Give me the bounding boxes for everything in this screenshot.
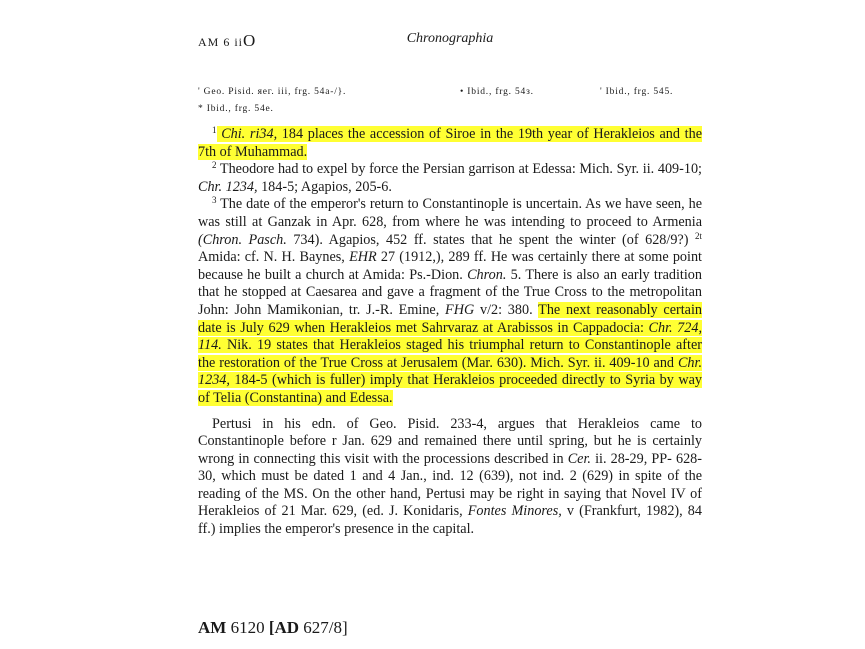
note-marker: 3 <box>212 195 217 206</box>
note-text: The next reasonably certain date is July 629 when Herakleios met Sahrvaraz at Arabissos in Cappadocia: <box>198 301 702 336</box>
note-text: v/2: 380. <box>474 301 539 318</box>
note-text: 5. There is also an early tradition that he stopped at Caesarea and gave a fragment of the True Cross to the metropolitan John: John Mamikonian, tr. J.-R. Emine, <box>198 266 702 318</box>
note-ref: EHR <box>349 249 377 266</box>
note-text: 27 (1912,), 289 ff. He was certainly there at some point because he built a church at Amida: Ps.-Dion. <box>198 249 702 283</box>
note-text: 734). Agapios, 452 ff. states that he spent the winter (of 628/9?) <box>286 231 695 248</box>
note-ref: Chr. 1234, <box>198 178 258 195</box>
section-heading-am: AM <box>198 618 227 637</box>
running-head-suffix: O <box>243 31 256 50</box>
note-ref: Chi. ri34, <box>221 126 278 142</box>
top-footnotes-row <box>198 101 702 118</box>
note-ref: (Chron. Pasch. <box>198 231 287 248</box>
note-text: v (Frankfurt, 1982), 84 ff.) implies the emperor's presence in the capital. <box>198 503 702 538</box>
note-text: 184-5; Agapios, 205-6. <box>257 178 392 195</box>
section-heading-ad: [AD <box>268 618 300 637</box>
note-ref: Fontes Minores, <box>467 503 562 520</box>
note-1 <box>198 126 702 161</box>
section-heading-year: 6120 <box>226 618 269 637</box>
highlighted-text <box>198 126 702 160</box>
top-footnote: • Ibid., frg. 54з. <box>460 87 534 97</box>
note-ref: FHG <box>445 301 475 318</box>
note-text: Pertusi in his edn. of Geo. Pisid. 233-4, argues that Herakleios came to Constantinople before r Jan. 629 and remained there until spring, but he is certainly wrong in connecting this visit with the processions described in <box>198 415 702 467</box>
note-text: The date of the emperor's return to Constantinople is uncertain. As we have seen, he was still at Ganzak in Apr. 628, from where he was intending to proceed to Armenia <box>198 196 702 230</box>
note-text: Amida: cf. N. H. Baynes, <box>198 249 350 266</box>
note-text: Nik. 19 states that Herakleios staged his triumphal return to Constantinople after the restoration of the True Cross at Jerusalem (Mar. 630). Mich. Syr. ii. 409-10 and <box>198 337 702 371</box>
note-marker: 2t <box>695 230 703 241</box>
top-footnotes-row <box>198 84 702 101</box>
top-footnotes <box>198 84 702 118</box>
note-ref: Chr. 724, 114. <box>198 319 702 354</box>
note-text: 184-5 (which is fuller) imply that Herakleios proceeded directly to Syria by way of Telia (Constantina) and Edessa. <box>198 372 702 406</box>
section-heading-ad-year: 627/8] <box>299 618 348 637</box>
note-marker: 2 <box>212 160 217 171</box>
note-text: ii. 28-29, PP- 628-30, which must be dated 1 and 4 Jan., ind. 12 (639), not ind. 2 (629) in spite of the reading of the MS. On the other hand, Pertusi may be right in saying that Novel IV of Herakleios of 21 Mar. 629, (ed. J. Konidaris, <box>198 450 702 520</box>
note-text: 184 places the accession of Siroe in the 19th year of Herakleios and the 7th of Muhammad. <box>198 126 703 160</box>
note-2 <box>198 161 702 196</box>
top-footnote: ' Geo. Pisid. яег. iii, frg. 54a-/}. <box>198 87 347 97</box>
running-head-prefix: AM 6 ii <box>198 35 244 49</box>
top-footnote: ' Ibid., frg. 545. <box>600 87 674 97</box>
running-head <box>198 28 702 50</box>
pertusi-paragraph <box>198 416 702 539</box>
note-text: Theodore had to expel by force the Persian garrison at Edessa: Mich. Syr. ii. 409-10; <box>216 161 702 178</box>
running-head-title: Chronographia <box>406 31 494 46</box>
section-heading <box>198 618 348 638</box>
note-marker: 1 <box>212 125 217 135</box>
commentary-notes <box>198 126 702 539</box>
note-ref: Chr. 1234, <box>198 354 702 389</box>
note-ref: Cer. <box>567 450 591 467</box>
note-ref: Chron. <box>467 266 507 283</box>
top-footnote: * Ibid., frg. 54e. <box>198 104 274 114</box>
note-3 <box>198 196 702 407</box>
